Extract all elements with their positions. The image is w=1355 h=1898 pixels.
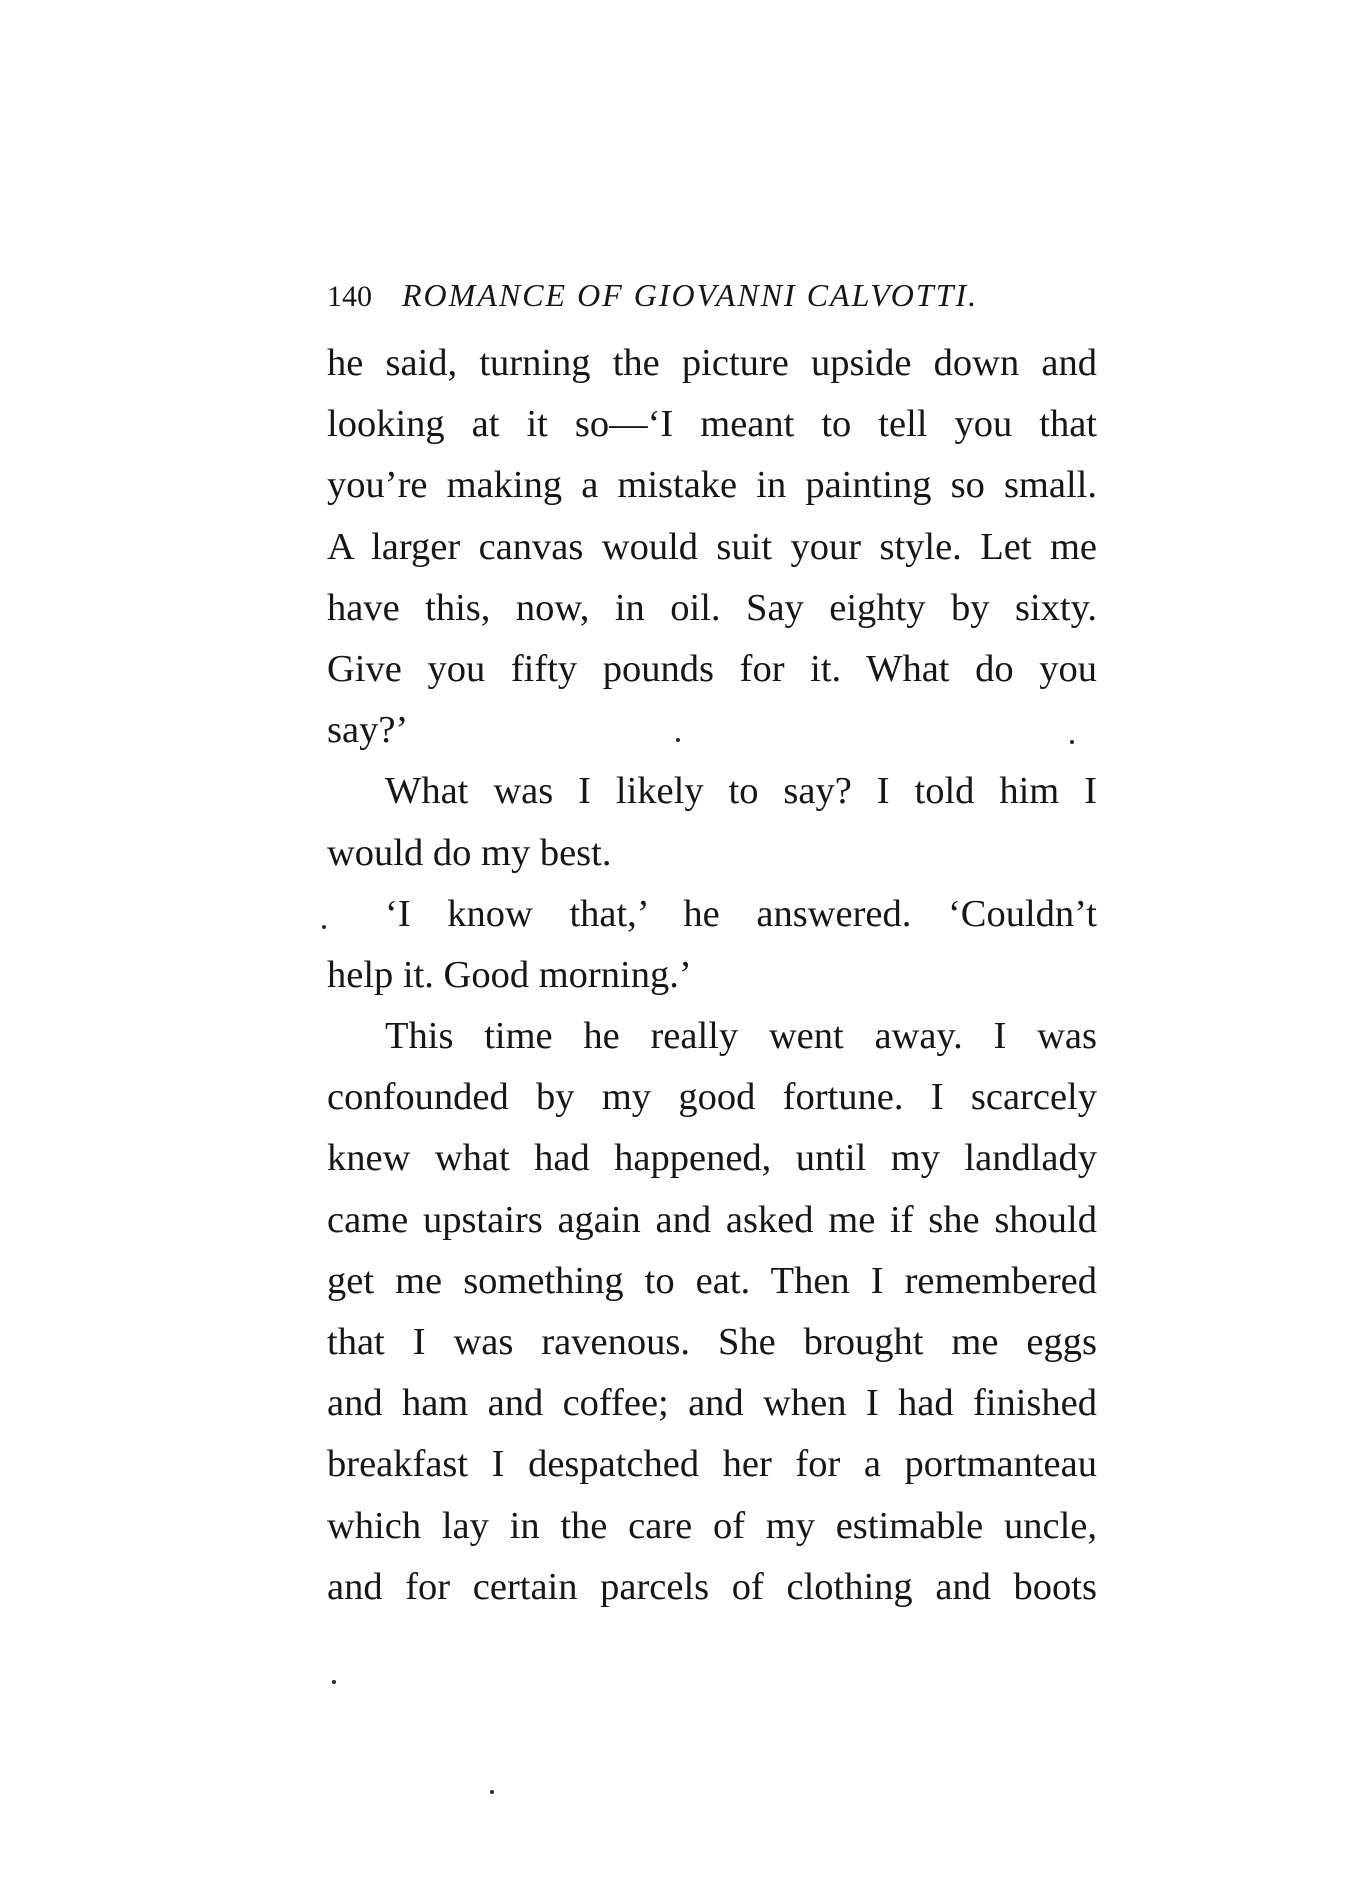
text-line: looking at it so—‘I meant to tell you that (327, 403, 1097, 446)
text-line: say?’ (327, 709, 409, 752)
print-speck (332, 1680, 336, 1684)
text-line: A larger canvas would suit your style. Let me (327, 525, 1097, 568)
print-speck (1070, 740, 1074, 744)
text-line: confounded by my good fortune. I scarcely (327, 1076, 1097, 1119)
text-line: which lay in the care of my estimable uncle, (327, 1504, 1097, 1547)
text-line: you’re making a mistake in painting so small. (327, 464, 1097, 507)
running-header (327, 270, 1107, 320)
text-line: he said, turning the picture upside down and (327, 342, 1097, 384)
text-line: and for certain parcels of clothing and boots (327, 1565, 1097, 1608)
text-line: and ham and coffee; and when I had finished (327, 1382, 1097, 1425)
print-speck (322, 925, 326, 929)
body-text (327, 333, 1097, 1618)
text-line: ‘I know that,’ he answered. ‘Couldn’t (385, 892, 1097, 935)
running-title: ROMANCE OF GIOVANNI CALVOTTI. (402, 277, 979, 313)
text-line: that I was ravenous. She brought me eggs (327, 1321, 1097, 1363)
text-line: would do my best. (327, 831, 612, 874)
page-number: 140 (327, 280, 372, 313)
text-line: came upstairs again and asked me if she should (327, 1198, 1097, 1241)
print-speck (676, 738, 680, 742)
text-line: help it. Good morning.’ (327, 953, 692, 996)
text-line: This time he really went away. I was (385, 1015, 1097, 1058)
text-line: knew what had happened, until my landlady (327, 1137, 1097, 1180)
text-line: Give you fifty pounds for it. What do you (327, 647, 1097, 690)
text-line: What was I likely to say? I told him I (385, 770, 1097, 813)
print-speck (490, 1790, 494, 1794)
text-line: get me something to eat. Then I remembered (327, 1259, 1097, 1302)
text-line: have this, now, in oil. Say eighty by sixty. (327, 586, 1097, 629)
text-line: breakfast I despatched her for a portmanteau (327, 1443, 1097, 1486)
